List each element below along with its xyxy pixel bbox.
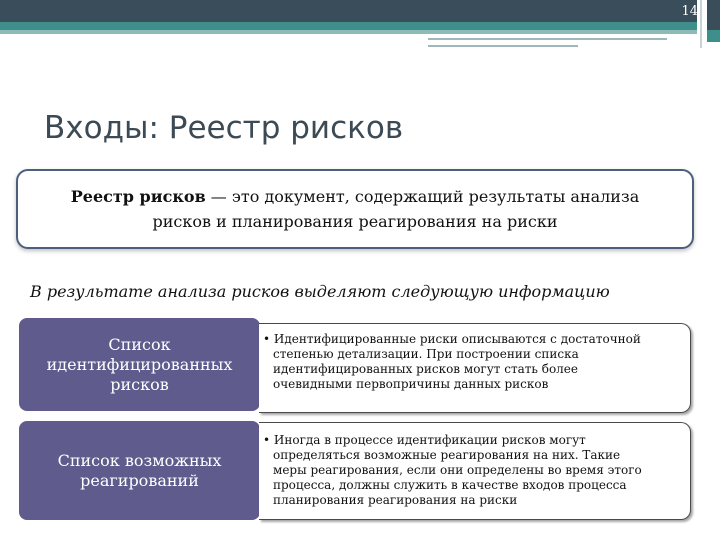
definition-term: Реестр рисков [70,187,206,206]
header-corner-accent [707,30,720,42]
label-line: рисков [110,374,169,394]
header-accent-bar [0,22,697,30]
slide-title: Входы: Реестр рисков [44,110,404,146]
header-accent-bar-light [0,30,697,34]
description-identified-risks [259,323,691,413]
header-bar [0,0,697,22]
description-line: • Иногда в процессе идентификации рисков могут [263,433,586,447]
definition-text [71,184,639,234]
header-corner-block [707,0,720,30]
label-line: идентифицированных [46,354,233,374]
decorative-line [428,38,667,40]
label-identified-risks [19,318,260,411]
description-line: планирования реагирования на риски [273,493,518,507]
description-line: степенью детализации. При построении списка [273,347,579,361]
header-divider [700,0,702,48]
description-line: • Идентифицированные риски описываются с достаточной [263,332,641,346]
label-possible-responses [19,421,260,520]
definition-line-1: — это документ, содержащий результаты анализа [205,187,640,206]
label-line: Список [108,334,171,354]
definition-line-2: рисков и планирования реагирования на риски [152,212,558,231]
description-possible-responses [259,422,691,520]
section-subtitle: В результате анализа рисков выделяют следующую информацию [30,282,610,301]
description-line: меры реагирования, если они определены во время этого [273,463,642,477]
description-line: идентифицированных рисков могут стать более [273,362,579,376]
description-line: очевидными первопричины данных рисков [273,377,549,391]
label-line: Список возможных [57,450,222,470]
label-line: реагирований [80,470,199,490]
description-line: процесса, должны служить в качестве входов процесса [273,478,627,492]
page-number: 14 [681,4,698,19]
description-line: определяться возможные реагирования на них. Такие [273,448,621,462]
decorative-line-short [428,45,578,47]
definition-box [16,169,694,249]
